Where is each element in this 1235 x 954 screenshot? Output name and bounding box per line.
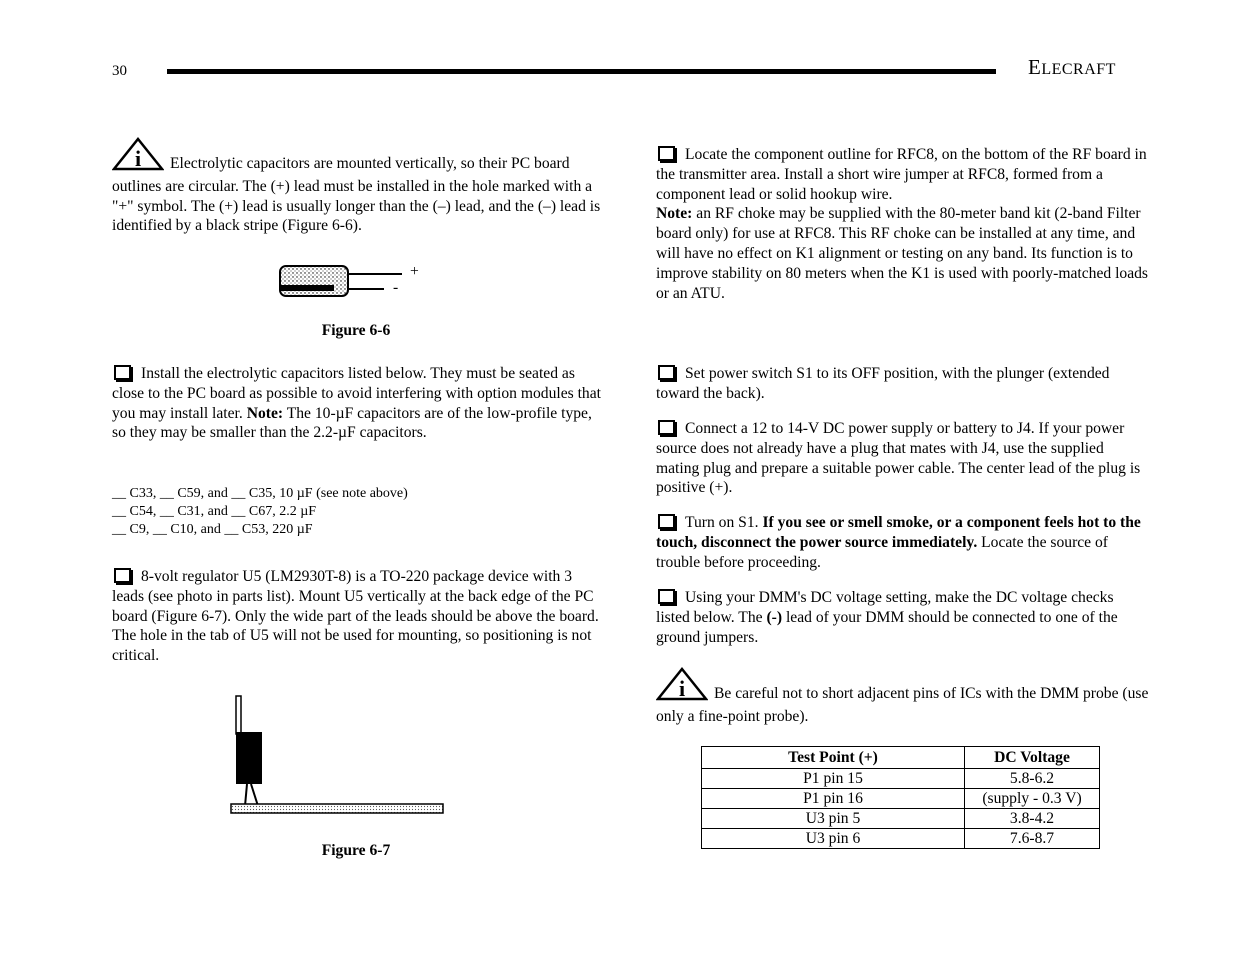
smoke-warning: If you see or smell smoke, or a component feels hot to the touch, disconnect the power source immediately. [656, 514, 1141, 551]
install-note-label: Note: [246, 404, 284, 422]
dc-supply-text: Connect a 12 to 14-V DC power supply or battery to J4. If your power source does not already have a plug that mates with J4, use the supplied mating plug and prepare a suitable power cable. The center lead of the plug is positive (+). [656, 420, 1141, 497]
table-cell: U3 pin 5 [702, 809, 965, 829]
electrolytic-note-text: Electrolytic capacitors are mounted vertically, so their PC board outlines are circular. The (+) lead must be installed in the hole marked with a "+" symbol. The (+) lead is usually longer than the (–) lead, and the (–) lead is identified by a black stripe (Figure 6-6). [112, 155, 601, 235]
plus-lead-label: + [410, 263, 419, 280]
table-header-row [702, 747, 1100, 769]
table-cell: U3 pin 6 [702, 829, 965, 849]
power-switch-step [656, 364, 1150, 404]
column-header: DC Voltage [965, 747, 1100, 769]
step-checkbox[interactable] [114, 568, 131, 583]
step-checkbox[interactable] [658, 420, 675, 435]
table-cell: P1 pin 16 [702, 789, 965, 809]
list-item: __ C54, __ C31, and __ C67, 2.2 µF [112, 504, 317, 519]
rfc8-note-label: Note: [656, 205, 693, 223]
electrolytic-info-paragraph [112, 137, 602, 236]
list-item: __ C33, __ C59, and __ C35, 10 µF (see note above) [112, 486, 408, 501]
svg-text:i: i [678, 676, 686, 701]
rfc8-step-text: Locate the component outline for RFC8, on the bottom of the RF board in the transmitter area. Install a short wire jumper at RFC8, formed from a component lead or solid hookup wire. [656, 146, 1147, 203]
regulator-step [112, 567, 602, 666]
brand-initial: E [1028, 55, 1042, 79]
table-cell: (supply - 0.3 V) [965, 789, 1100, 809]
dc-supply-step [656, 419, 1150, 498]
table-row [702, 769, 1100, 789]
list-item: __ C9, __ C10, and __ C53, 220 µF [112, 522, 313, 537]
figure-6-6-caption: Figure 6-6 [321, 322, 391, 339]
table-cell: 7.6-8.7 [965, 829, 1100, 849]
figure-6-7 [228, 694, 448, 824]
install-step-text-b: The 10-µF capacitors are of the low-profile type, so they may be smaller than the 2.2-µF capacitors. [112, 404, 592, 442]
info-icon [112, 137, 164, 177]
table-row [702, 829, 1100, 849]
turn-on-step [656, 513, 1150, 572]
step-checkbox[interactable] [658, 589, 675, 604]
probe-info-paragraph [656, 667, 1150, 727]
page-number: 30 [112, 63, 127, 79]
svg-text:i: i [134, 146, 142, 171]
dmm-step [656, 588, 1150, 647]
table-row [702, 789, 1100, 809]
column-header: Test Point (+) [702, 747, 965, 769]
dmm-step-text-a: Using your DMM's DC voltage setting, make the DC voltage checks listed below. The [656, 589, 1114, 626]
turn-on-text-a: Turn on S1. [685, 514, 759, 531]
brand-rest: LECRAFT [1041, 61, 1116, 78]
step-checkbox[interactable] [658, 365, 675, 380]
table-cell: P1 pin 15 [702, 769, 965, 789]
step-checkbox[interactable] [114, 365, 131, 380]
header-rule [167, 69, 996, 74]
probe-note-text: Be careful not to short adjacent pins of ICs with the DMM probe (use only a fine-point probe). [656, 685, 1149, 725]
brand-name [1028, 55, 1116, 80]
info-icon [656, 667, 708, 707]
voltage-table [701, 746, 1100, 849]
table-cell: 5.8-6.2 [965, 769, 1100, 789]
step-checkbox[interactable] [658, 146, 675, 161]
figure-6-7-caption: Figure 6-7 [321, 842, 391, 859]
dmm-negative-lead: (-) [766, 608, 783, 626]
step-checkbox[interactable] [658, 514, 675, 529]
table-row [702, 809, 1100, 829]
regulator-step-text: 8-volt regulator U5 (LM2930T-8) is a TO-220 package device with 3 leads (see photo in parts list). Mount U5 vertically at the back edge of the PC board (Figure 6-7). Only the wide part of the leads should be above the board. The hole in the tab of U5 will not be used for mounting, so positioning is not critical. [112, 568, 599, 665]
figure-6-6 [276, 260, 426, 308]
capacitor-list [112, 485, 592, 539]
install-step-text-a: Install the electrolytic capacitors listed below. They must be seated as close to the PC board as possible to avoid interfering with option modules that you may install later. [112, 365, 601, 422]
turn-on-text-b: Locate the source of trouble before proceeding. [656, 533, 1108, 571]
rfc8-step [656, 145, 1150, 303]
power-switch-text: Set power switch S1 to its OFF position, with the plunger (extended toward the back). [656, 365, 1110, 402]
rfc8-note-text: an RF choke may be supplied with the 80-meter band kit (2-band Filter board only) for use at RFC8. This RF choke can be installed at any time, and will have no effect on K1 alignment or testing on any band. Its function is to improve stability on 80 meters when the K1 is used with poorly-matched loads or an ATU. [656, 205, 1148, 302]
dmm-step-text-b: lead of your DMM should be connected to one of the ground jumpers. [656, 608, 1118, 646]
minus-lead-label: - [393, 279, 399, 296]
table-cell: 3.8-4.2 [965, 809, 1100, 829]
install-capacitors-step [112, 364, 602, 443]
